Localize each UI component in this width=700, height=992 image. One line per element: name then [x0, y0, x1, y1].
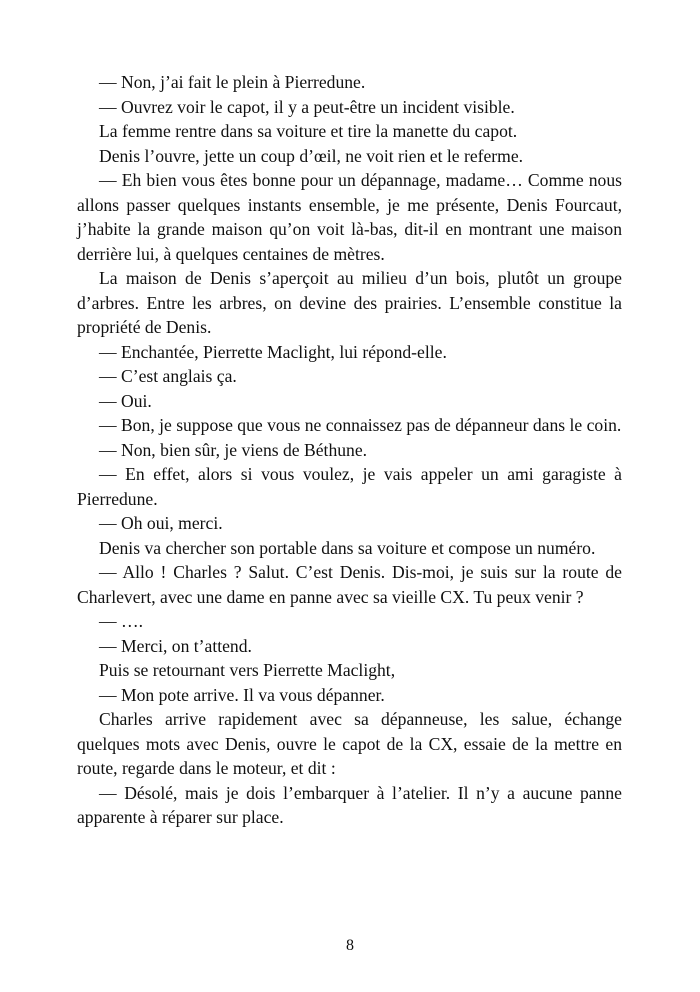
page-body — [77, 70, 622, 830]
paragraph: — Eh bien vous êtes bonne pour un dépannage, madame… Comme nous allons passer quelques instants ensemble, je me présente, Denis Fourcaut, j’habite la grande maison qu’on voit là-bas, dit-il en montrant une maison derrière lui, à quelques centaines de mètres. — [77, 170, 622, 264]
paragraph: Denis va chercher son portable dans sa voiture et compose un numéro. — [99, 537, 596, 558]
paragraph: — C’est anglais ça. — [99, 366, 237, 386]
paragraph: — En effet, alors si vous voulez, je vais appeler un ami garagiste à Pierredune. — [77, 464, 622, 509]
paragraph: — Non, j’ai fait le plein à Pierredune. — [99, 72, 366, 92]
paragraph: — …. — [99, 611, 143, 631]
paragraph: — Bon, je suppose que vous ne connaissez pas de dépanneur dans le coin. — [99, 415, 622, 435]
paragraph: La maison de Denis s’aperçoit au milieu d’un bois, plutôt un groupe d’arbres. Entre les arbres, on devine des prairies. L’ensemble constitue la propriété de Denis. — [77, 268, 622, 337]
paragraph: La femme rentre dans sa voiture et tire la manette du capot. — [99, 121, 518, 141]
paragraph: — Oui. — [99, 390, 152, 411]
paragraph: Denis l’ouvre, jette un coup d’œil, ne voit rien et le referme. — [99, 145, 524, 166]
paragraph: — Ouvrez voir le capot, il y a peut-être un incident visible. — [99, 96, 515, 117]
paragraph: Charles arrive rapidement avec sa dépanneuse, les salue, échange quelques mots avec Denis, ouvre le capot de la CX, essaie de la mettre en route, regarde dans le moteur, et dit : — [77, 709, 622, 778]
paragraph: — Mon pote arrive. Il va vous dépanner. — [99, 684, 385, 705]
paragraph: — Désolé, mais je dois l’embarquer à l’atelier. Il n’y a aucune panne apparente à réparer sur place. — [77, 782, 622, 827]
paragraph: Puis se retournant vers Pierrette Maclight, — [99, 660, 396, 680]
paragraph: — Non, bien sûr, je viens de Béthune. — [99, 439, 368, 460]
paragraph: — Merci, on t’attend. — [99, 635, 252, 656]
paragraph: — Allo ! Charles ? Salut. C’est Denis. Dis-moi, je suis sur la route de Charlevert, avec une dame en panne avec sa vieille CX. Tu peux venir ? — [77, 562, 622, 607]
paragraph: — Oh oui, merci. — [99, 513, 223, 533]
page-number: 8 — [346, 937, 354, 954]
paragraph: — Enchantée, Pierrette Maclight, lui répond-elle. — [99, 341, 447, 362]
